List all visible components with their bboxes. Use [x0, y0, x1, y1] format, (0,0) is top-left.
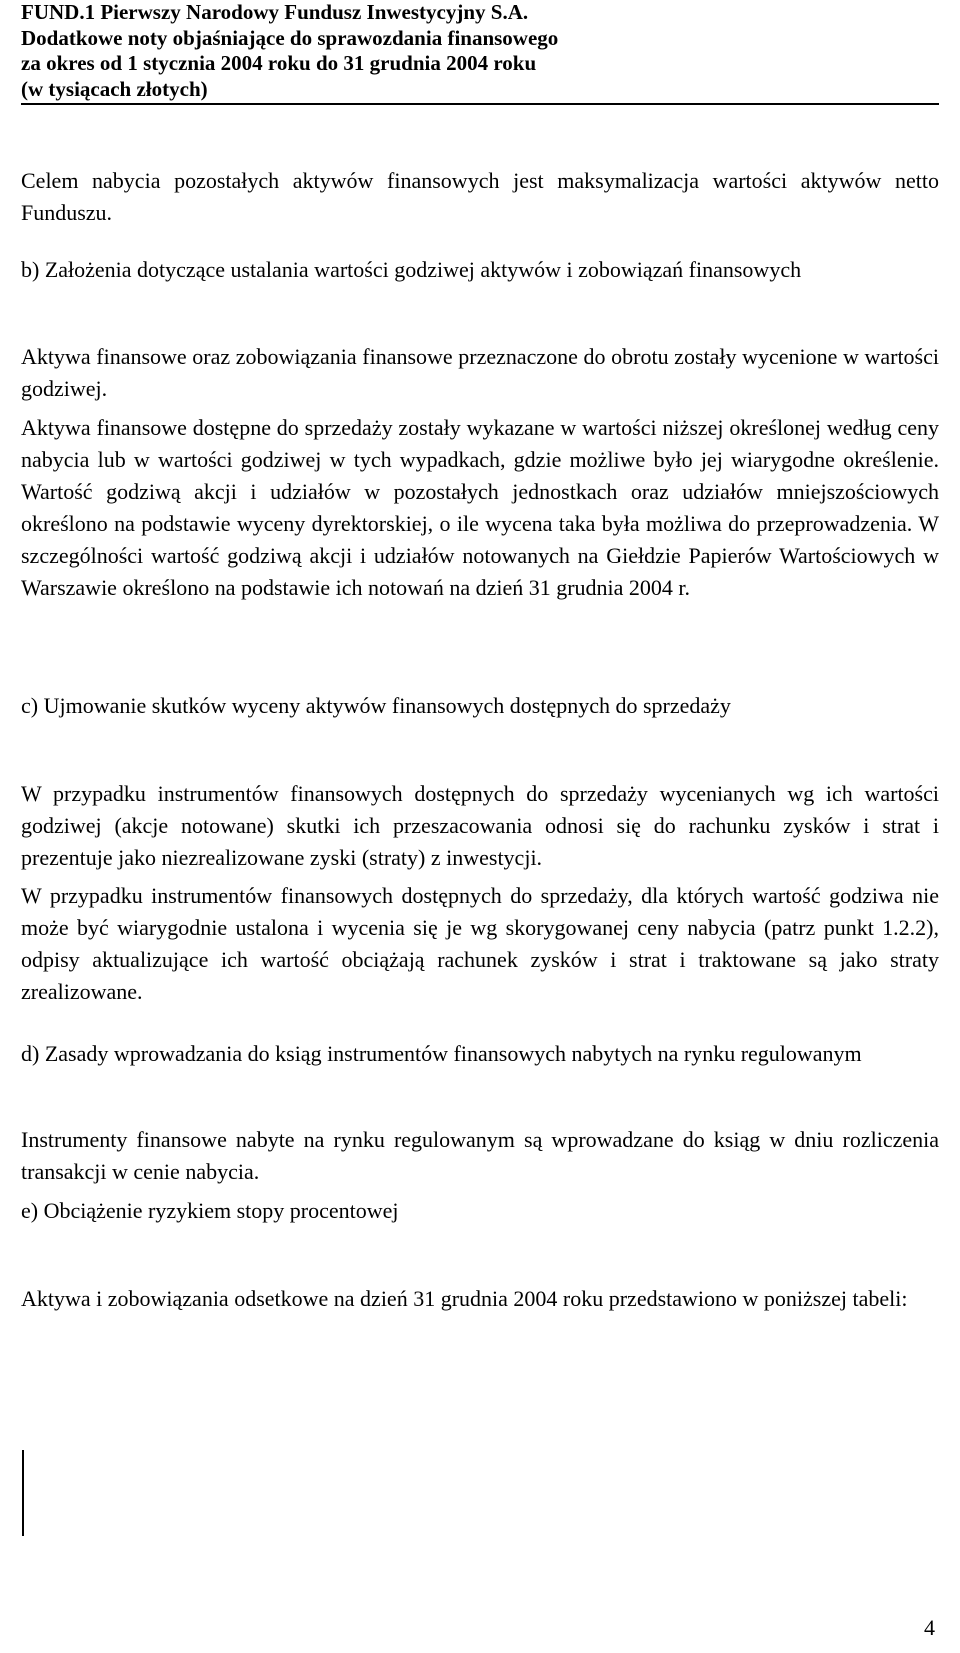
- document-header: [21, 0, 939, 102]
- table-border-fragment: [22, 1450, 24, 1536]
- paragraph-available-for-sale: Aktywa finansowe dostępne do sprzedaży zostały wykazane w wartości niższej określonej według ceny nabycia lub w wartości godziwej w tych wypadkach, gdzie możliwe było jej wiarygodne określenie. Wartość godziwą akcji i udziałów w pozostałych jednostkach oraz udziałów mniejszościowych określono na podstawie wyceny dyrektorskiej, o ile wycena taka była możliwa do przeprowadzenia. W szczególności wartość godziwą akcji i udziałów notowanych na Giełdzie Papierów Wartościowych w Warszawie określono na podstawie ich notowań na dzień 31 grudnia 2004 r.: [21, 415, 939, 600]
- header-period-line: za okres od 1 stycznia 2004 roku do 31 grudnia 2004 roku: [21, 51, 537, 75]
- paragraph-trading-assets: Aktywa finansowe oraz zobowiązania finansowe przeznaczone do obrotu zostały wycenione w wartości godziwej.: [21, 344, 939, 401]
- header-unit-line: (w tysiącach złotych): [21, 76, 208, 101]
- section-heading-c: c) Ujmowanie skutków wyceny aktywów finansowych dostępnych do sprzedaży: [21, 693, 731, 718]
- header-company-line: FUND.1 Pierwszy Narodowy Fundusz Inwestycyjny S.A.: [21, 0, 529, 24]
- paragraph-goal: Celem nabycia pozostałych aktywów finansowych jest maksymalizacja wartości aktywów netto Funduszu.: [21, 168, 939, 225]
- section-heading-e: e) Obciążenie ryzykiem stopy procentowej: [21, 1198, 399, 1223]
- section-heading-b: b) Założenia dotyczące ustalania wartości godziwej aktywów i zobowiązań finansowych: [21, 257, 802, 282]
- paragraph-revaluation-unquoted: W przypadku instrumentów finansowych dostępnych do sprzedaży, dla których wartość godziwa nie może być wiarygodnie ustalona i wycenia się je wg skorygowanej ceny nabycia (patrz punkt 1.2.2), odpisy aktualizujące ich wartość obciążają rachunek zysków i strat i traktowane są jako straty zrealizowane.: [21, 883, 939, 1004]
- paragraph-revaluation-quoted: W przypadku instrumentów finansowych dostępnych do sprzedaży wycenianych wg ich wartości godziwej (akcje notowane) skutki ich przeszacowania odnosi się do rachunku zysków i strat i prezentuje jako niezrealizowane zyski (straty) z inwestycji.: [21, 781, 939, 870]
- section-heading-d: d) Zasady wprowadzania do ksiąg instrumentów finansowych nabytych na rynku regulowanym: [21, 1041, 862, 1066]
- header-title-line: Dodatkowe noty objaśniające do sprawozdania finansowego: [21, 25, 559, 50]
- header-divider: [21, 103, 939, 105]
- paragraph-interest-table-intro: Aktywa i zobowiązania odsetkowe na dzień 31 grudnia 2004 roku przedstawiono w poniższej tabeli:: [21, 1286, 908, 1311]
- paragraph-regulated-market: Instrumenty finansowe nabyte na rynku regulowanym są wprowadzane do ksiąg w dniu rozliczenia transakcji w cenie nabycia.: [21, 1127, 939, 1184]
- page-number: 4: [924, 1615, 935, 1640]
